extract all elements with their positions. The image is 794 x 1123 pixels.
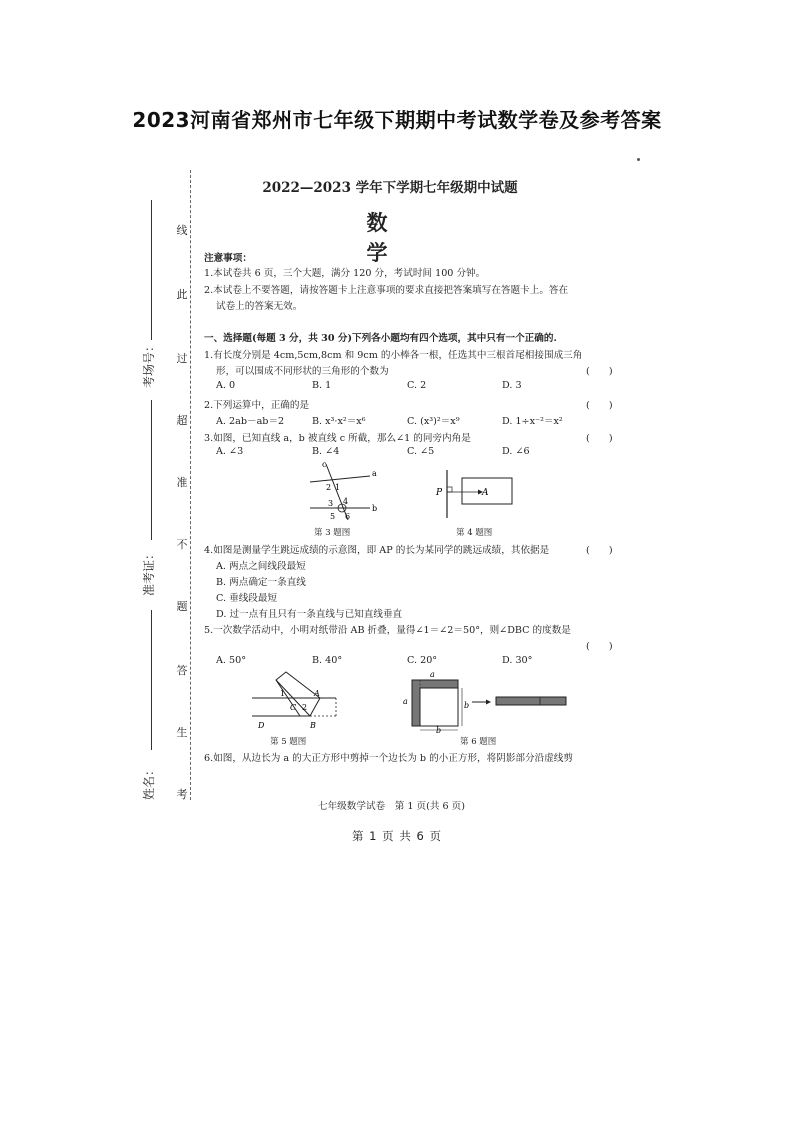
seal-char: 线: [176, 224, 188, 237]
name-label: 姓名：: [142, 763, 156, 800]
section-heading: 一、选择题(每题 3 分，共 30 分)下列各小题均有四个选项，其中只有一个正确的.: [204, 333, 557, 344]
angle-label: 1: [280, 689, 286, 698]
figure-caption: 第 6 题图: [460, 737, 497, 747]
notice-heading: 注意事项：: [204, 253, 252, 264]
label-c: C: [290, 703, 297, 712]
label-d: D: [258, 721, 265, 730]
seal-char: 考: [176, 788, 188, 801]
seal-char: 准: [176, 476, 188, 489]
label-a-left: a: [403, 697, 408, 706]
question-stem: 5.一次数学活动中，小明对纸带沿 AB 折叠，量得∠1＝∠2＝50°，则∠DBC 的度数是: [204, 625, 571, 636]
option: B. ∠4: [312, 446, 340, 457]
option: A. 两点之间线段最短: [216, 561, 306, 572]
option: A. 2ab－ab＝2: [216, 416, 285, 427]
figure-caption: 第 4 题图: [456, 528, 493, 538]
seal-char: 答: [176, 664, 188, 677]
angle-label: 3: [328, 499, 334, 508]
angle-label: 2: [302, 703, 308, 712]
label-a-top: a: [430, 670, 435, 679]
question-stem: 2.下列运算中，正确的是: [204, 400, 310, 411]
label-c: c: [322, 460, 327, 469]
binder-underline: [151, 200, 152, 340]
angle-label: 2: [326, 483, 332, 492]
label-a: a: [372, 469, 377, 478]
notice-line: 2.本试卷上不要答题，请按答题卡上注意事项的要求直接把答案填写在答题卡上。答在: [204, 285, 569, 296]
figure-q5: [250, 668, 340, 732]
exam-room-label: 考场号：: [142, 339, 156, 388]
right-angle-mark: [447, 487, 452, 492]
admission-number-label: 准考证：: [142, 547, 156, 596]
option: C. ∠5: [407, 446, 435, 457]
seal-char: 超: [176, 414, 188, 427]
figure-q3: [290, 458, 380, 524]
angle-label: 5: [330, 512, 336, 521]
label-b-bottom: b: [436, 726, 442, 734]
option: C. (x³)²＝x⁹: [407, 416, 460, 427]
angle-label: 6: [345, 512, 351, 521]
option: C. 2: [407, 380, 427, 391]
document-title: 2023河南省郑州市七年级下期期中考试数学卷及参考答案: [132, 108, 662, 132]
question-stem: 3.如图，已知直线 a，b 被直线 c 所截，那么∠1 的同旁内角是: [204, 433, 471, 444]
scan-speck: [637, 158, 640, 161]
option: A. ∠3: [216, 446, 244, 457]
option: A. 0: [216, 380, 236, 391]
option: B. 两点确定一条直线: [216, 577, 306, 588]
seal-char: 不: [176, 538, 188, 551]
line-a: [310, 476, 370, 482]
option: C. 20°: [407, 655, 438, 666]
subject-title: 数 学: [366, 210, 414, 265]
option: D. 过一点有且只有一条直线与已知直线垂直: [216, 609, 403, 620]
seal-char: 生: [176, 726, 188, 739]
question-stem: 4.如图是测量学生跳远成绩的示意图，即 AP 的长为某同学的跳远成绩，其依据是: [204, 545, 550, 556]
figure-caption: 第 3 题图: [314, 528, 351, 538]
answer-paren: ( ): [586, 433, 613, 444]
label-a: A: [482, 488, 489, 498]
answer-paren: ( ): [586, 400, 613, 411]
notice-line: 1.本试卷共 6 页，三个大题，满分 120 分，考试时间 100 分钟。: [204, 268, 486, 279]
answer-paren: ( ): [586, 366, 613, 377]
figure-q6: [400, 668, 570, 734]
figure-q4: [430, 466, 520, 522]
page-number: 第 1 页 共 6 页: [352, 829, 442, 843]
small-square-cutout: [420, 688, 458, 726]
question-stem: 形，可以围成不同形状的三角形的个数为: [216, 366, 389, 377]
question-stem: 1.有长度分别是 4cm,5cm,8cm 和 9cm 的小棒各一根，任选其中三根首尾相接围成三角: [204, 350, 583, 361]
option: D. 1÷x⁻²＝x²: [502, 416, 563, 427]
label-a: A: [314, 689, 320, 698]
option: D. ∠6: [502, 446, 530, 457]
label-b-right: b: [464, 701, 470, 710]
question-stem: 6.如图，从边长为 a 的大正方形中剪掉一个边长为 b 的小正方形，将阴影部分沿虚线剪: [204, 753, 573, 764]
label-p: P: [436, 488, 443, 498]
label-b: B: [310, 721, 316, 730]
option: D. 30°: [502, 655, 533, 666]
option: C. 垂线段最短: [216, 593, 278, 604]
option: B. x³·x²＝x⁶: [312, 416, 366, 427]
option: B. 1: [312, 380, 332, 391]
option: A. 50°: [216, 655, 247, 666]
arrow-head: [486, 700, 491, 705]
exam-title: 2022—2023 学年下学期七年级期中试题: [262, 180, 518, 196]
result-rectangle: [496, 697, 566, 705]
seal-char: 题: [176, 600, 188, 613]
option: D. 3: [502, 380, 522, 391]
binder-underline: [151, 610, 152, 750]
angle-label: 1: [335, 483, 341, 492]
answer-paren: ( ): [586, 545, 613, 556]
figure-caption: 第 5 题图: [270, 737, 307, 747]
label-b: b: [372, 504, 378, 513]
option: B. 40°: [312, 655, 343, 666]
seal-dashed-line: [190, 170, 191, 800]
answer-paren: ( ): [586, 641, 613, 652]
seal-char: 此: [176, 288, 188, 301]
notice-line: 试卷上的答案无效。: [216, 301, 303, 312]
seal-char: 过: [176, 352, 188, 365]
angle-label: 4: [343, 497, 349, 506]
exam-footer: 七年级数学试卷 第 1 页(共 6 页): [318, 801, 466, 812]
binder-underline: [151, 400, 152, 540]
